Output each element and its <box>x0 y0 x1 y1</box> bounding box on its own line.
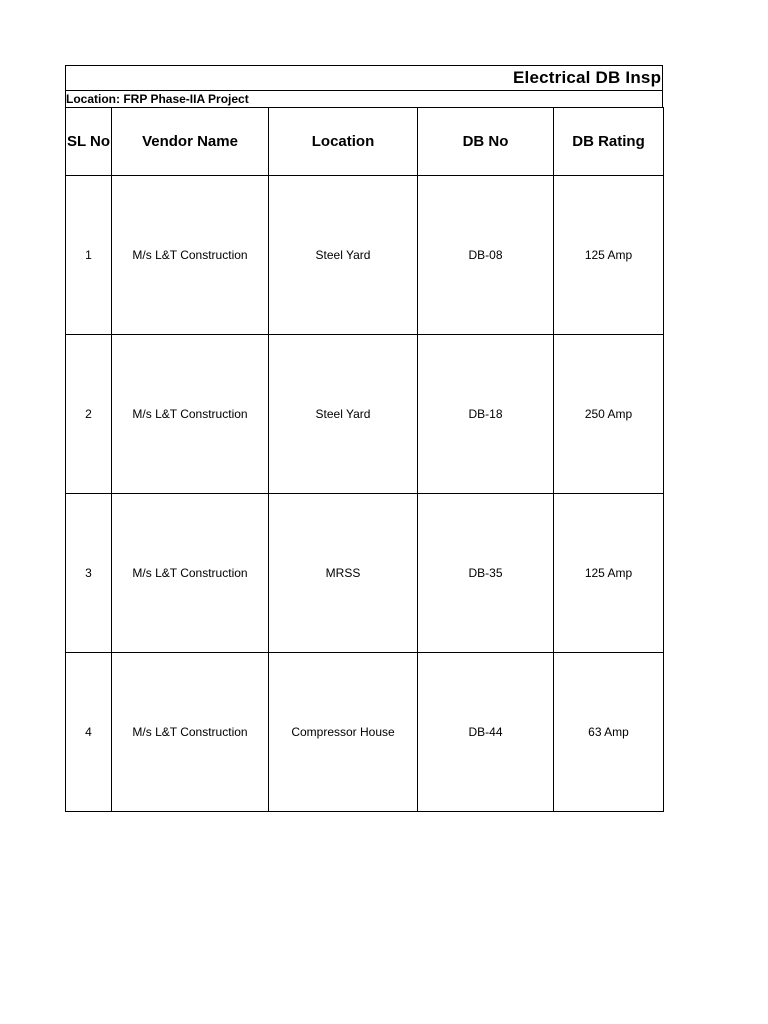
cell-vendor-name: M/s L&T Construction <box>112 653 269 812</box>
table-header-row <box>66 108 664 176</box>
table-row <box>66 335 664 494</box>
cell-db-no: DB-18 <box>418 335 554 494</box>
cell-location: MRSS <box>269 494 418 653</box>
cell-db-no: DB-44 <box>418 653 554 812</box>
header-location: Location <box>269 108 418 176</box>
table-row <box>66 176 664 335</box>
cell-sl-no: 1 <box>66 176 112 335</box>
location-row <box>65 90 663 107</box>
title-row <box>65 65 663 90</box>
inspection-sheet <box>65 65 663 812</box>
header-db-rating: DB Rating <box>554 108 664 176</box>
cell-vendor-name: M/s L&T Construction <box>112 335 269 494</box>
cell-db-rating: 63 Amp <box>554 653 664 812</box>
cell-vendor-name: M/s L&T Construction <box>112 176 269 335</box>
cell-db-no: DB-35 <box>418 494 554 653</box>
cell-location: Steel Yard <box>269 335 418 494</box>
cell-db-rating: 125 Amp <box>554 494 664 653</box>
cell-db-rating: 125 Amp <box>554 176 664 335</box>
document-title: Electrical DB Insp <box>513 68 662 87</box>
header-db-no: DB No <box>418 108 554 176</box>
cell-sl-no: 2 <box>66 335 112 494</box>
location-label: Location: FRP Phase-IIA Project <box>66 92 249 106</box>
cell-vendor-name: M/s L&T Construction <box>112 494 269 653</box>
header-vendor-name: Vendor Name <box>112 108 269 176</box>
cell-sl-no: 4 <box>66 653 112 812</box>
cell-location: Steel Yard <box>269 176 418 335</box>
table-row <box>66 494 664 653</box>
header-sl-no: SL No <box>66 108 112 176</box>
cell-sl-no: 3 <box>66 494 112 653</box>
inspection-table <box>65 107 664 812</box>
cell-db-rating: 250 Amp <box>554 335 664 494</box>
table-row <box>66 653 664 812</box>
cell-location: Compressor House <box>269 653 418 812</box>
cell-db-no: DB-08 <box>418 176 554 335</box>
